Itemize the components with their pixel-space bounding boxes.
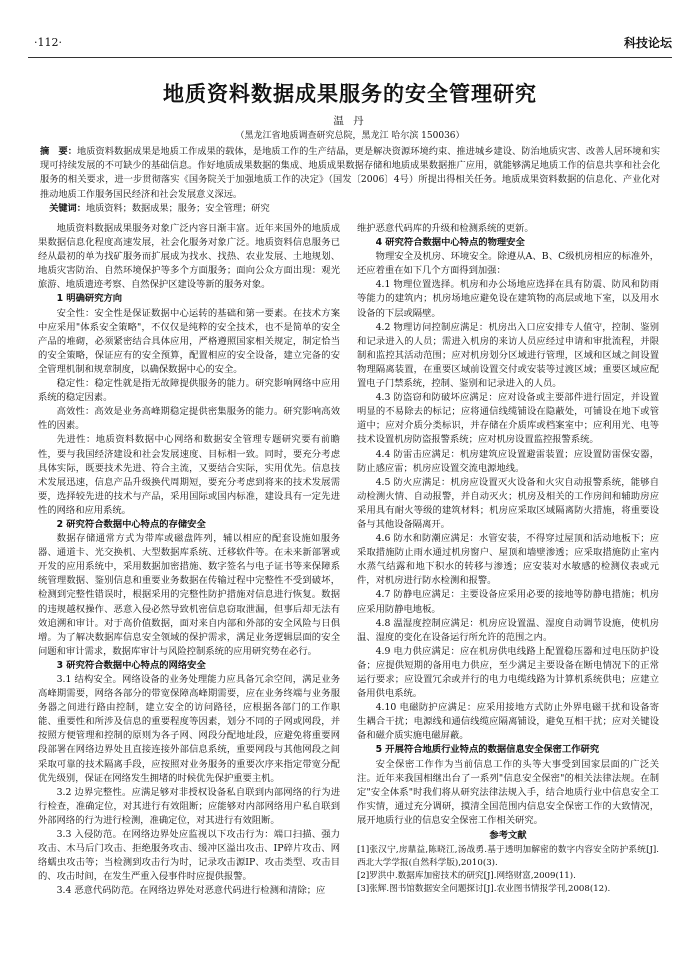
paragraph: 4.5 防火应满足：机房应设置灭火设备和火灾自动报警系统，能够自动检测火情、自动报警，并自动灭火；机房及相关的工作房间和辅助房应采用具有耐火等级的建筑材料；机房应采取区域隔离防火措施，将重要设备与其他设备隔离开。 [357,476,659,530]
paragraph: 4.9 电力供应满足：应在机房供电线路上配置稳压器和过电压防护设备；应提供短期的备用电力供应，至少满足主要设备在断电情况下的正常运行要求；应设置冗余或并行的电力电缆线路为计算机系统供电；应建立备用供电系统。 [357,645,659,700]
section-heading: 5 开展符合地质行业特点的数据信息安全保密工作研究 [375,744,600,756]
paragraph: 4.8 温湿度控制应满足：机房应设置温、湿度自动调节设施，使机房温、湿度的变化在设备运行所允许的范围之内。 [357,617,659,643]
right-column [357,222,659,896]
reference-item: [1]张汉宁,房鼎益,陈晓江,汤战勇.基于透明加解密的数字内容安全防护系统[J].西北大学学报(自然科学版),2010(3). [357,845,659,869]
keywords-label: 关键词： [49,202,86,214]
paragraph: 地质资料数据成果服务对象广泛内容日渐丰富。近年来国外的地质成果数据信息化程度高速发展，社会化服务对象广泛。地质资料信息服务已经从最初的单为找矿服务而扩展成为找水、找热、农业发展、土地规划、地质灾害防治、自然环境保护等多个方面服务；面向公众方面出现：观光旅游、地质遗迹考察、自然保护区建设等新的服务对象。 [38,223,340,291]
section-heading: 2 研究符合数据中心特点的存储安全 [56,518,206,530]
journal-name: 科技论坛 [623,36,672,50]
paragraph: 数据存储通常方式为带库或磁盘阵列，辅以相应的配套设施如服务器、通道卡、光交换机、大型数据库系统、迁移软件等。在未来新部署或开发的应用系统中，采用数据加密措施、数字签名与电子证书等来保障系统管理数据、鉴别信息和重要业务数据在传输过程中完整性不受到破坏，检测到完整性错误时，根据采用的完整性防护措施对信息进行恢复。数据的违规越权操作、恶意入侵必然导致机密信息窃取泄漏，但事后却无法有效追溯和审计。对于高价值数据，面对来自内部和外部的安全风险与日俱增。为了解决数据库信息安全领域的保护需求，满足业务逻辑层面的安全问题和审计需求，数据库审计与风险控制系统的应用研究势在必行。 [38,533,340,657]
keywords-text: 地质资料；数据成果；服务；安全管理；研究 [85,202,270,214]
abstract [40,145,660,202]
paragraph: 3.3 入侵防范。在网络边界处应监视以下攻击行为：端口扫描、强力攻击、木马后门攻击、拒绝服务攻击、缓冲区溢出攻击、IP碎片攻击、网络蠕虫攻击等；当检测到攻击行为时，记录攻击源IP、攻击类型、攻击目的、攻击时间，在发生严重入侵事件时应提供报警。 [38,829,340,883]
paragraph: 安全性：安全性是保证数据中心运转的基础和第一要素。在技术方案中应采用"体系安全策略"，不仅仅是纯粹的安全技术，也不是简单的安全产品的堆砌，必须紧密结合具体应用，严格遵照国家相关规定，制定恰当的安全策略，保证应有的安全预算，配置相应的安全设备，建立完备的安全管理机制和规章制度，以确保数据中心的安全。 [38,307,340,375]
paragraph: 4.6 防水和防潮应满足：水管安装，不得穿过屋顶和活动地板下；应采取措施防止雨水通过机房窗户、屋顶和墙壁渗透；应采取措施防止室内水蒸气结露和地下积水的转移与渗透；应安装对水敏感的检测仪表或元件，对机房进行防水检测和报警。 [357,533,659,587]
section-heading: 1 明确研究方向 [56,293,123,305]
author-affiliation: （黑龙江省地质调查研究总院，黑龙江 哈尔滨 150036） [235,131,465,141]
paragraph: 3.2 边界完整性。应满足够对非授权设备私自联到内部网络的行为进行检查，准确定位，对其进行有效阻断；应能够对内部网络用户私自联到外部网络的行为进行检测，准确定位，对其进行有效阻断。 [38,786,340,826]
author-name: 温 丹 [333,115,367,127]
paragraph: 4.1 物理位置选择。机房和办公场地应选择在具有防震、防风和防雨等能力的建筑内；机房场地应避免设在建筑物的高层或地下室，以及用水设备的下层或隔壁。 [357,279,659,319]
paragraph: 稳定性：稳定性就是指无故障提供服务的能力。研究影响网络中应用系统的稳定因素。 [38,378,340,404]
paragraph: 维护恶意代码库的升级和检测系统的更新。 [357,223,534,234]
article-title: 地质资料数据成果服务的安全管理研究 [163,82,537,106]
paragraph: 高效性：高效是业务高峰期稳定提供密集服务的能力。研究影响高效性的因素。 [38,406,340,432]
paragraph: 3.1 结构安全。网络设备的业务处理能力应具备冗余空间，满足业务高峰期需要，网络各部分的带宽保障高峰期需要，应在业务终端与业务服务器之间进行路由控制，建立安全的访问路径，应根据各部门的工作职能、重要性和所涉及信息的重要程度等因素，划分不同的子网或网段，并按照方便管理和控制的原则为各子网、网段分配地址段，应避免将重要网段部署在网络边界处且直接连接外部信息系统，重要网段与其他网段之间采取可靠的技术隔离手段，应按照对业务服务的重要次序来指定带宽分配优先级别，保证在网络发生拥堵的时候优先保护重要主机。 [38,674,340,784]
abstract-block [40,145,660,216]
page-number: ·112· [34,36,62,49]
paragraph: 安全保密工作作为当前信息工作的头等大事受到国家层面的广泛关注。近年来我国相继出台了一系列"信息安全保密"的相关法律法规。在制定"安全体系"时我们将从研究法律法规入手，结合地质行业中信息安全工作实情，通过充分调研，摸清全国范围内信息安全保密工作的大致情况，展开地质行业的信息安全保密工作相关研究。 [357,758,659,826]
left-column [38,222,340,899]
paragraph: 4.4 防雷击应满足：机房建筑应设置避雷装置；应设置防雷保安器，防止感应雷；机房应设置交流电源地线。 [357,448,659,474]
paragraph: 4.2 物理访问控制应满足：机房出入口应安排专人值守，控制、鉴别和记录进入的人员；需进入机房的来访人员应经过申请和审批流程，并限制和监控其活动范围；应对机房划分区域进行管理，区域和区域之间设置物理隔离装置，在重要区域前设置交付或安装等过渡区域；重要区域应配置电子门禁系统，控制、鉴别和记录进入的人员。 [357,321,659,390]
keywords [40,202,660,216]
paragraph: 4.10 电磁防护应满足：应采用接地方式防止外界电磁干扰和设备寄生耦合干扰；电源线和通信线缆应隔离铺设，避免互相干扰；应对关键设备和磁介质实施电磁屏蔽。 [357,702,659,742]
reference-item: [3]张辉.图书馆数据安全问题探讨[J].农业图书情报学刊,2008(12). [357,884,611,895]
paragraph: 物理安全及机房、环境安全。除遵从A、B、C级机房相应的标准外，还应着重在如下几个方面得到加强： [357,251,659,277]
reference-item: [2]罗洪中.数据库加密技术的研究[J].网络财富,2009(11). [357,871,576,882]
section-heading: 3 研究符合数据中心特点的网络安全 [56,659,206,671]
paragraph: 先进性：地质资料数据中心网络和数据安全管理专题研究要有前瞻性，要与我国经济建设和社会发展速度、目标相一致。同时，要充分考虑具体实际，既要技术先进、符合主流，又要结合实际，实用优先。信息技术发展迅速，信息产品升级换代周期短，要充分考虑到将来的技术发展需要，选择较先进的技术与产品，采用国际或国内标准，建设具有一定先进性的网络和应用系统。 [38,434,340,516]
section-heading: 4 研究符合数据中心特点的物理安全 [375,237,525,249]
paragraph: 3.4 恶意代码防范。在网络边界处对恶意代码进行检测和清除；应 [56,885,326,897]
paragraph: 4.3 防盗窃和防破坏应满足：应对设备或主要部件进行固定，并设置明显的不易除去的标记；应将通信线缆铺设在隐蔽处，可铺设在地下或管道中；应对介质分类标识，并存储在介质库或档案室中；应利用光、电等技术设置机房防盗报警系统；应对机房设置监控报警系统。 [357,392,659,446]
page-header [28,30,672,50]
abstract-label: 摘 要： [40,146,78,157]
references-heading: 参考文献 [489,830,527,842]
header-divider [28,57,672,58]
abstract-text: 地质资料数据成果是地质工作成果的载体，是地质工作的生产结晶，更是解决资源环境约束、推进城乡建设、防治地质灾害、改善人居环境和实现可持续发展的不可缺少的基础信息。作好地质成果数据的集成、地质成果数据存储和地质成果数据推广应用，就能够满足地质工作的信息共享和社会化服务的相关要求，进一步贯彻落实《国务院关于加强地质工作的决定》（国发〔2006〕4号）所提出得相关任务。地质成果资料数据的信息化、产业化对推动地质工作服务国民经济和社会发展意义深远。 [40,146,661,200]
paragraph: 4.7 防静电应满足：主要设备应采用必要的接地等防静电措施；机房应采用防静电地板。 [357,589,659,615]
